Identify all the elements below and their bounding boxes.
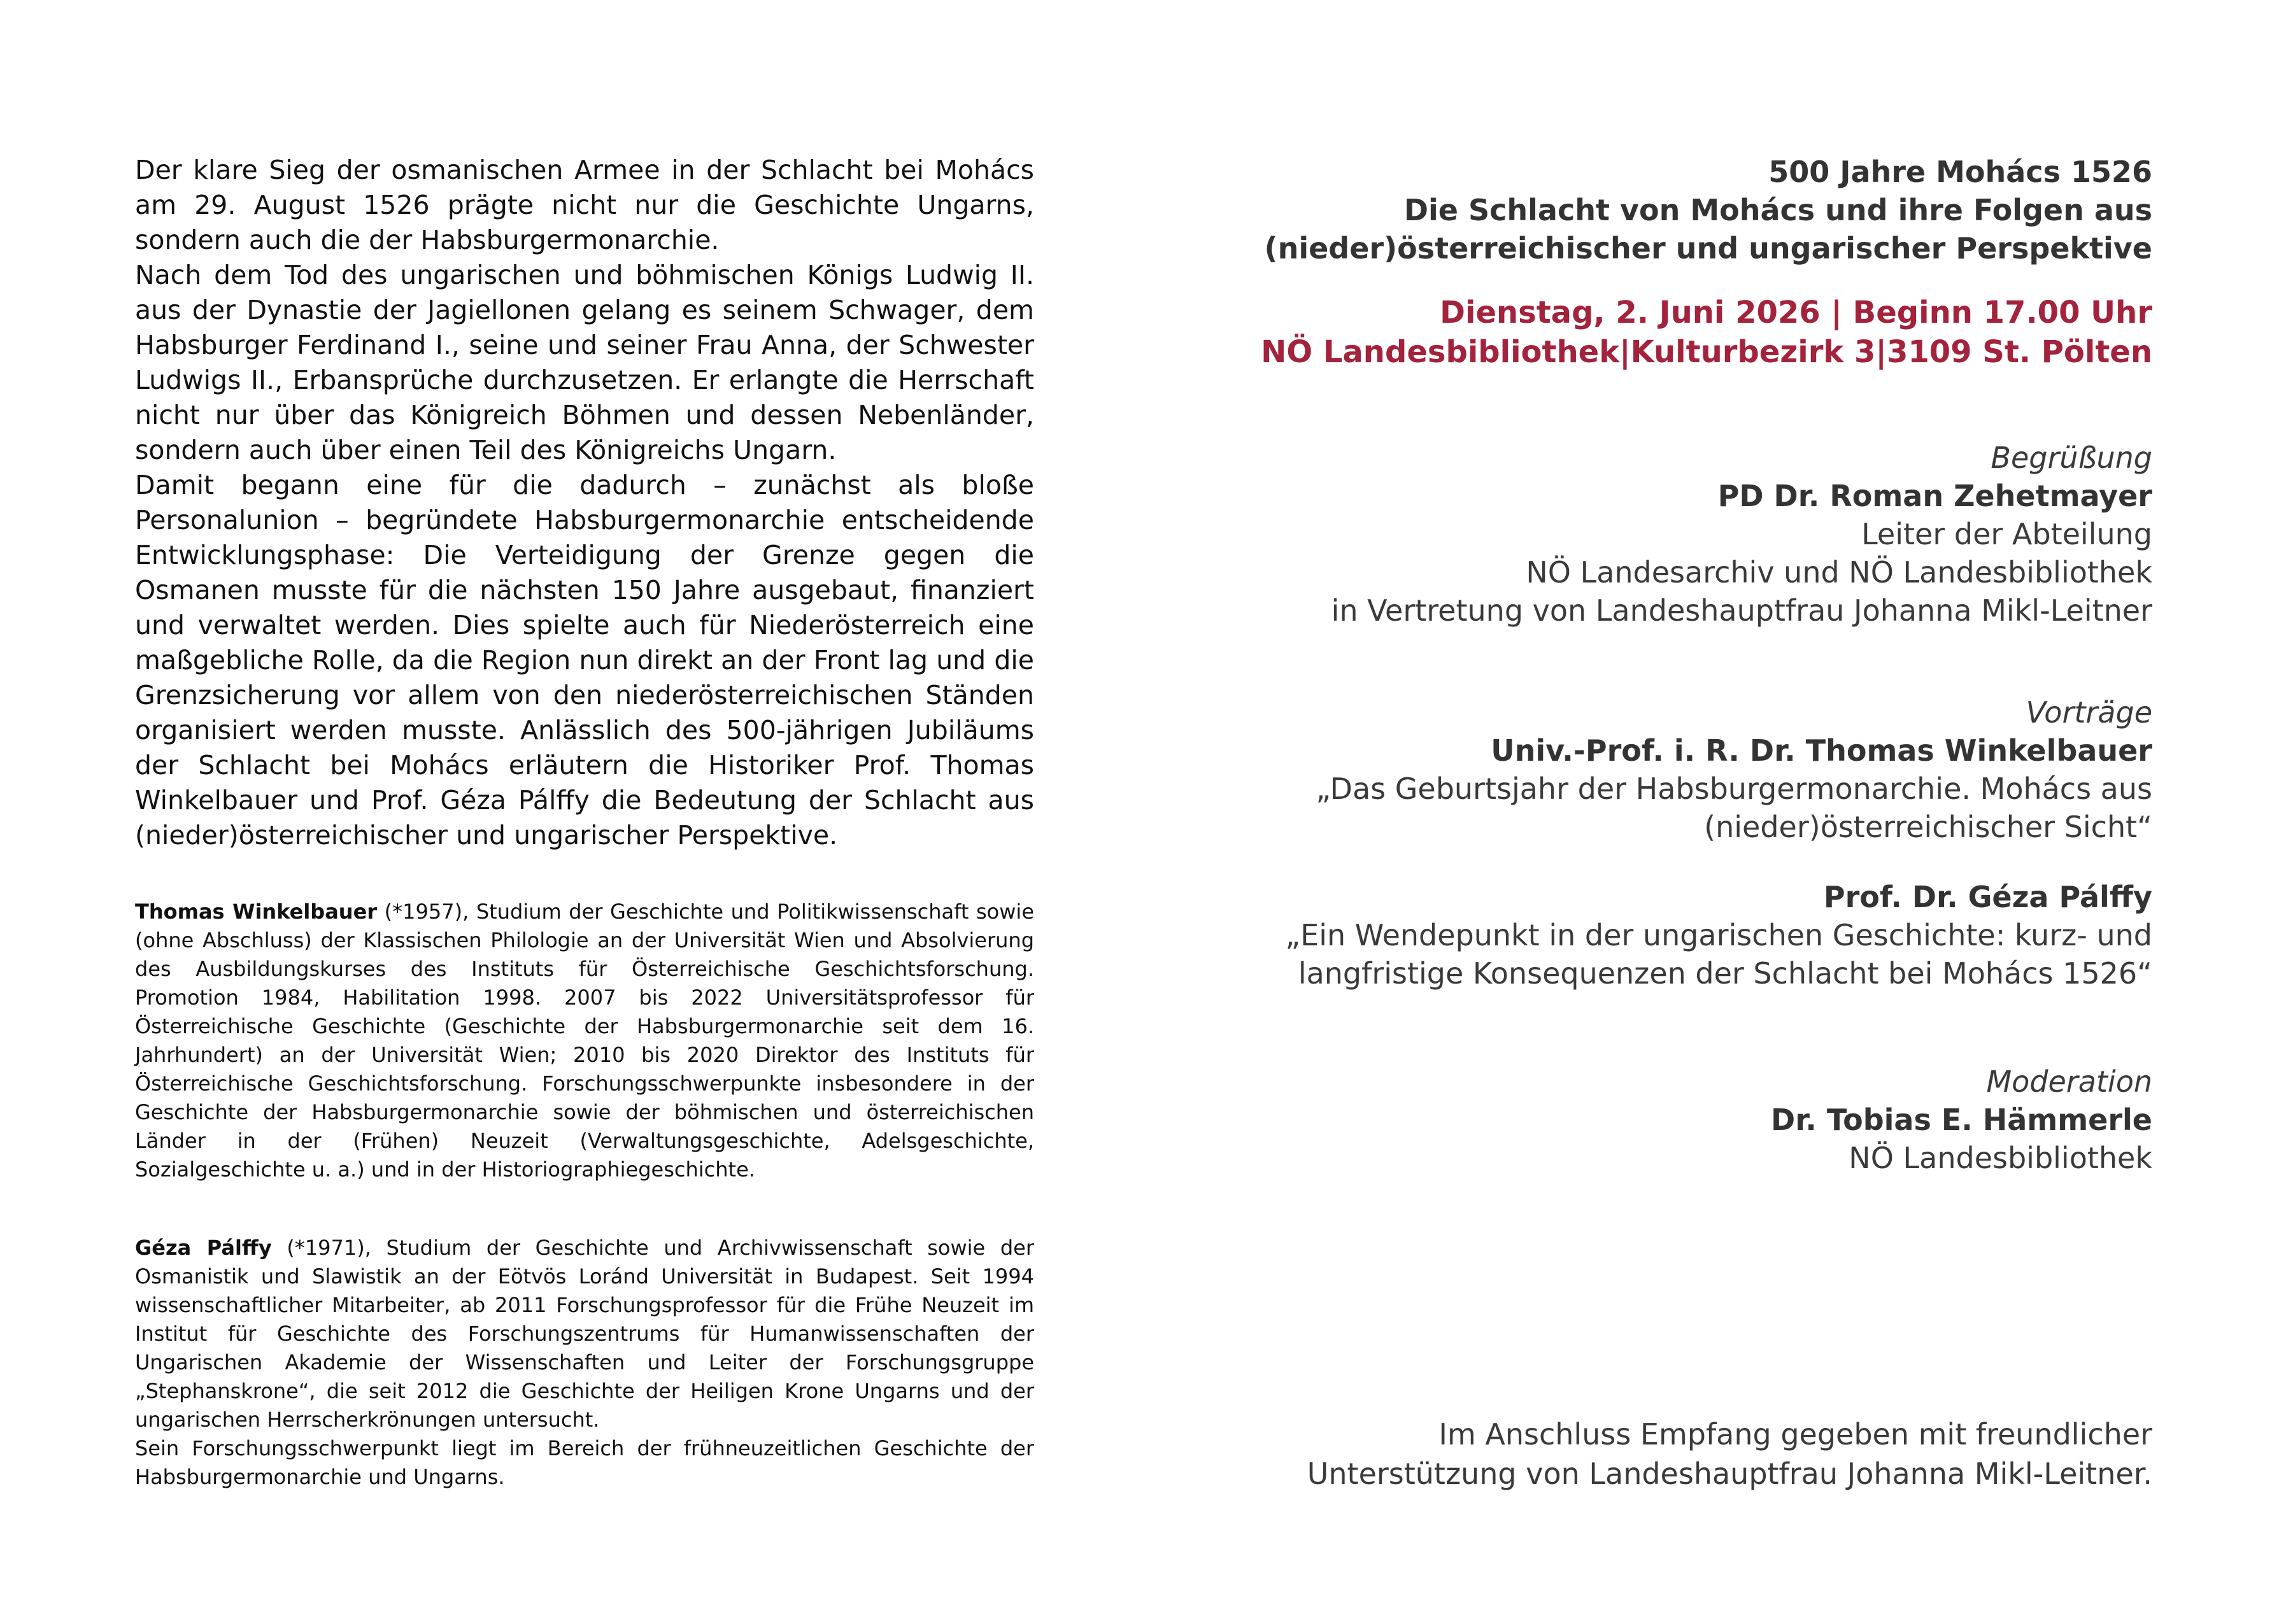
moderator-org: NÖ Landesbibliothek (1849, 1141, 2152, 1175)
event-location: NÖ Landesbibliothek|Kulturbezirk 3|3109 St. Pölten (1261, 334, 2152, 370)
intro-paragraph-3: Damit begann eine für die dadurch – zunächst als bloße Personalunion – begründete Habsburgermonarchie entscheidende Entwicklungsphase: Die Verteidigung der Grenze gegen die Osmanen musste für die nächsten 150 Jahre ausgebaut, finanziert und verwaltet werden. Dies spielte auch für Niederösterreich eine maßgebliche Rolle, da die Region nun direkt an der Front lag und die Grenzsicherung vor allem von den niederösterreichischen Ständen organisiert werden musste. Anlässlich des 500-jährigen Jubiläums der Schlacht bei Mohács erläutern die Historiker Prof. Thomas Winkelbauer und Prof. Géza Pálffy die Bedeutung der Schlacht aus (nieder)österreichischer und ungarischer Perspektive. (135, 470, 1034, 851)
intro-text (135, 153, 1034, 853)
greeting-name: PD Dr. Roman Zehetmayer (1717, 479, 2152, 513)
event-subtitle-1: Die Schlacht von Mohács und ihre Folgen aus (1403, 193, 2152, 227)
left-column (135, 153, 1034, 1492)
talk-winkelbauer-line-2: (nieder)österreichischer Sicht“ (1704, 810, 2152, 844)
event-title: 500 Jahre Mohács 1526 (1768, 155, 2152, 189)
closing-note (1197, 1415, 2152, 1493)
greeting-line-1: Leiter der Abteilung (1861, 517, 2152, 551)
bio-text-winkelbauer: (*1957), Studium der Geschichte und Politikwissenschaft sowie (ohne Abschluss) der Klassischen Philologie an der Universität Wien und Absolvierung des Ausbildungskurses des Instituts für Österreichische Geschichtsforschung. Promotion 1984, Habilitation 1998. 2007 bis 2022 Universitätsprofessor für Österreichische Geschichte (Geschichte der Habsburgermonarchie seit dem 16. Jahrhundert) an der Universität Wien; 2010 bis 2020 Direktor des Instituts für Österreichische Geschichtsforschung. Forschungsschwerpunkte insbesondere in der Geschichte der Habsburgermonarchie sowie der böhmischen und österreichischen Länder in der (Frühen) Neuzeit (Verwaltungsgeschichte, Adelsgeschichte, Sozialgeschichte u. a.) und in der Historiographiegeschichte. (135, 900, 1035, 1182)
greeting-label: Begrüßung (1991, 441, 2152, 475)
event-details (1197, 293, 2152, 372)
closing-line-1: Im Anschluss Empfang gegeben mit freundlicher (1438, 1417, 2152, 1451)
moderation-section (1197, 1063, 2152, 1177)
speaker-palffy: Prof. Dr. Géza Pálffy (1823, 880, 2152, 914)
right-column (1197, 153, 2152, 1177)
intro-paragraph-1: Der klare Sieg der osmanischen Armee in der Schlacht bei Mohács am 29. August 1526 prägte nicht nur die Geschichte Ungarns, sondern auch die der Habsburgermonarchie. (135, 155, 1034, 255)
speaker-winkelbauer: Univ.-Prof. i. R. Dr. Thomas Winkelbauer (1491, 733, 2152, 768)
moderator-name: Dr. Tobias E. Hämmerle (1771, 1103, 2152, 1137)
greeting-section (1197, 439, 2152, 630)
intro-paragraph-2: Nach dem Tod des ungarischen und böhmischen Königs Ludwig II. aus der Dynastie der Jagiellonen gelang es seinem Schwager, dem Habsburger Ferdinand I., seine und seiner Frau Anna, der Schwester Ludwigs II., Erbansprüche durchzusetzen. Er erlangte die Herrschaft nicht nur über das Königreich Böhmen und dessen Nebenländer, sondern auch über einen Teil des Königreichs Ungarn. (135, 260, 1034, 465)
greeting-line-2: NÖ Landesarchiv und NÖ Landesbibliothek (1526, 555, 2152, 590)
event-subtitle-2: (nieder)österreichischer und ungarischer Perspektive (1264, 231, 2152, 265)
bio-winkelbauer (135, 898, 1034, 1184)
bio-name-palffy: Géza Pálffy (135, 1236, 272, 1260)
bio-name-winkelbauer: Thomas Winkelbauer (135, 900, 378, 924)
talk-palffy-line-2: langfristige Konsequenzen der Schlacht bei Mohács 1526“ (1298, 956, 2152, 991)
talk-palffy-line-1: „Ein Wendepunkt in der ungarischen Geschichte: kurz- und (1285, 918, 2152, 952)
bios (135, 898, 1034, 1492)
bio-text-palffy-2: Sein Forschungsschwerpunkt liegt im Bereich der frühneuzeitlichen Geschichte der Habsburgermonarchie und Ungarns. (135, 1436, 1034, 1489)
moderation-label: Moderation (1986, 1064, 2152, 1099)
closing-line-2: Unterstützung von Landeshauptfrau Johanna Mikl-Leitner. (1307, 1457, 2152, 1491)
talk-winkelbauer-line-1: „Das Geburtsjahr der Habsburgermonarchie. Mohács aus (1316, 772, 2152, 806)
talks-label: Vorträge (2026, 695, 2152, 730)
talks-section (1197, 693, 2152, 992)
event-header (1197, 153, 2152, 267)
event-date: Dienstag, 2. Juni 2026 | Beginn 17.00 Uhr (1440, 295, 2152, 330)
bio-text-palffy: (*1971), Studium der Geschichte und Archivwissenschaft sowie der Osmanistik und Slawistik an der Eötvös Loránd Universität in Budapest. Seit 1994 wissenschaftlicher Mitarbeiter, ab 2011 Forschungsprofessor für die Frühe Neuzeit im Institut für Geschichte des Forschungszentrums für Humanwissenschaften der Ungarischen Akademie der Wissenschaften und Leiter der Forschungsgruppe „Stephanskrone“, die seit 2012 die Geschichte der Heiligen Krone Ungarns und der ungarischen Herrscherkrönungen untersucht. (135, 1236, 1034, 1432)
greeting-line-3: in Vertretung von Landeshauptfrau Johanna Mikl-Leitner (1331, 593, 2152, 628)
bio-palffy (135, 1234, 1034, 1492)
